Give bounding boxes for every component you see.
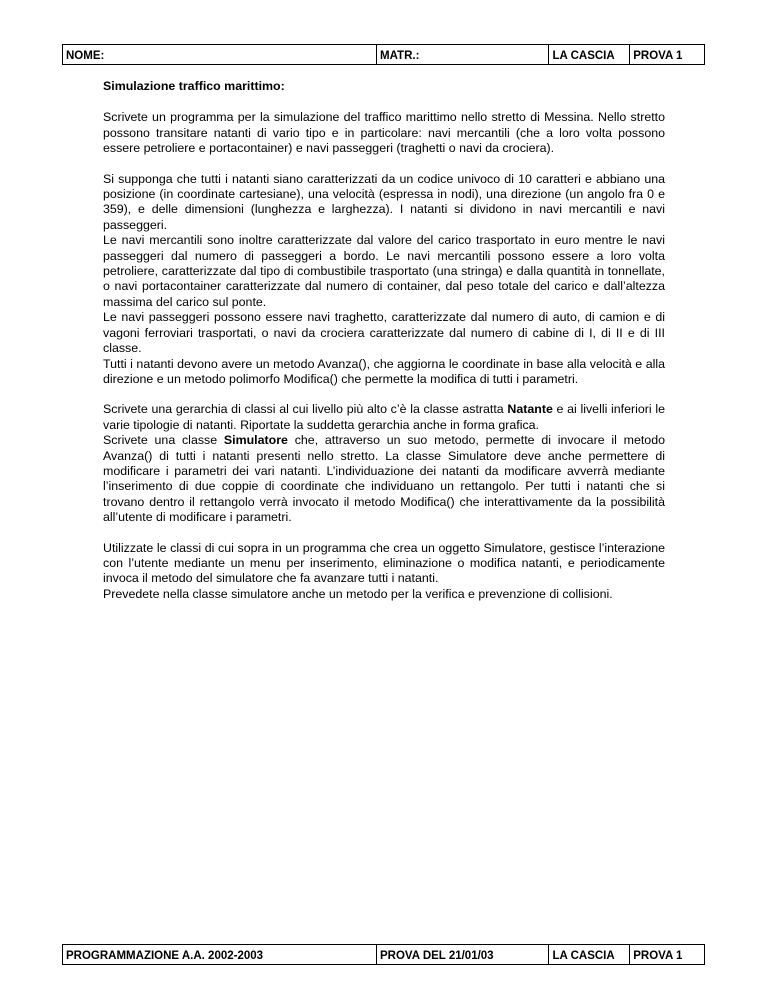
text-run: che, attraverso un suo metodo, permette di invocare il metodo Avanza() di tutti i natanti presenti nello stretto. La classe Simulatore deve anche permettere di modificare i parametri dei vari natanti. L’individuazione dei natanti da modificare avverrà mediante l’inserimento di due coppie di coordinate che individuano un rettangolo. Per tutti i natanti che si trovano dentro il rettangolo verrà invocato il metodo Modifica() che interattivamente da la possibilità all’utente di modificare i parametri. xyxy=(103,433,665,525)
navi-mercantili: Le navi mercantili sono inoltre caratterizzate dal valore del carico trasportato in euro mentre le navi passeggeri dal numero di passeggeri a bordo. Le navi mercantili possono essere a loro volta petroliere, caratterizzate dal tipo di combustibile trasportato (una stringa) e dalla quantità in tonnellate, o navi portacontainer caratterizzate dal numero di container, dal peso totale del carico e dall’altezza massima del carico sul ponte. xyxy=(103,233,665,309)
natante-keyword: Natante xyxy=(507,402,553,417)
paragraph-intro: Scrivete un programma per la simulazione del traffico marittimo nello stretto di Messina. Nello stretto possono transitare natanti di vario tipo e in particolare: navi mercantili (che a loro volta possono essere petroliere e portacontainer) e navi passeggeri (traghetti o navi da crociera). xyxy=(103,110,665,156)
date-cell xyxy=(377,945,549,964)
footer-author-label: LA CASCIA xyxy=(552,950,615,962)
text-run: Scrivete una gerarchia di classi al cui livello più alto c’è la classe astratta xyxy=(103,402,508,417)
header-table xyxy=(62,44,705,65)
nome-label: NOME: xyxy=(66,50,105,62)
author-cell xyxy=(549,45,630,64)
date-label: PROVA DEL 21/01/03 xyxy=(380,950,494,962)
paragraph-classes xyxy=(103,402,665,525)
paragraph-program xyxy=(103,541,665,603)
prova-label: PROVA 1 xyxy=(633,50,683,62)
program-text: Utilizzate le classi di cui sopra in un programma che crea un oggetto Simulatore, gestisce l’interazione con l’utente mediante un menu per inserimento, eliminazione o modifica natanti, e periodicamente invoca il metodo del simulatore che fa avanzare tutti i natanti. xyxy=(103,540,665,586)
text-run: e ai livelli inferiori le varie tipologie di natanti. Riportate la suddetta gerarchia anche in forma grafica. xyxy=(103,402,665,432)
matr-cell xyxy=(377,45,549,64)
document-body xyxy=(103,79,665,617)
footer-prova-label: PROVA 1 xyxy=(633,950,683,962)
author-label: LA CASCIA xyxy=(552,50,615,62)
nome-cell xyxy=(63,45,377,64)
matr-label: MATR.: xyxy=(380,50,420,62)
natanti-attributes: Si supponga che tutti i natanti siano caratterizzati da un codice univoco di 10 caratteri e abbiano una posizione (in coordinate cartesiane), una velocità (espressa in nodi), una direzione (un angolo fra 0 e 359), e delle dimensioni (lunghezza e larghezza). I natanti si dividono in navi mercantili e navi passeggeri. xyxy=(103,171,665,232)
natanti-methods: Tutti i natanti devono avere un metodo Avanza(), che aggiorna le coordinate in base alla velocità e alla direzione e un metodo polimorfo Modifica() che permette la modifica di tutti i parametri. xyxy=(103,356,665,386)
navi-passeggeri: Le navi passeggeri possono essere navi traghetto, caratterizzate dal numero di auto, di camion e di vagoni ferroviari trasportati, o navi da crociera caratterizzate dal numero di cabine di I, di II e di III classe. xyxy=(103,310,665,356)
footer-prova-cell xyxy=(630,945,704,964)
footer-author-cell xyxy=(549,945,630,964)
simulatore-text xyxy=(103,433,665,525)
document-title: Simulazione traffico marittimo: xyxy=(103,79,285,93)
course-cell xyxy=(63,945,377,964)
text-run: Scrivete una classe xyxy=(103,433,224,448)
course-label: PROGRAMMAZIONE A.A. 2002-2003 xyxy=(66,950,264,962)
paragraph-natanti xyxy=(103,172,665,388)
prova-cell xyxy=(630,45,704,64)
gerarchia-text xyxy=(103,402,665,433)
collision-text: Prevedete nella classe simulatore anche un metodo per la verifica e prevenzione di collisioni. xyxy=(103,586,613,601)
footer-table xyxy=(62,944,705,965)
simulatore-keyword: Simulatore xyxy=(223,433,288,448)
